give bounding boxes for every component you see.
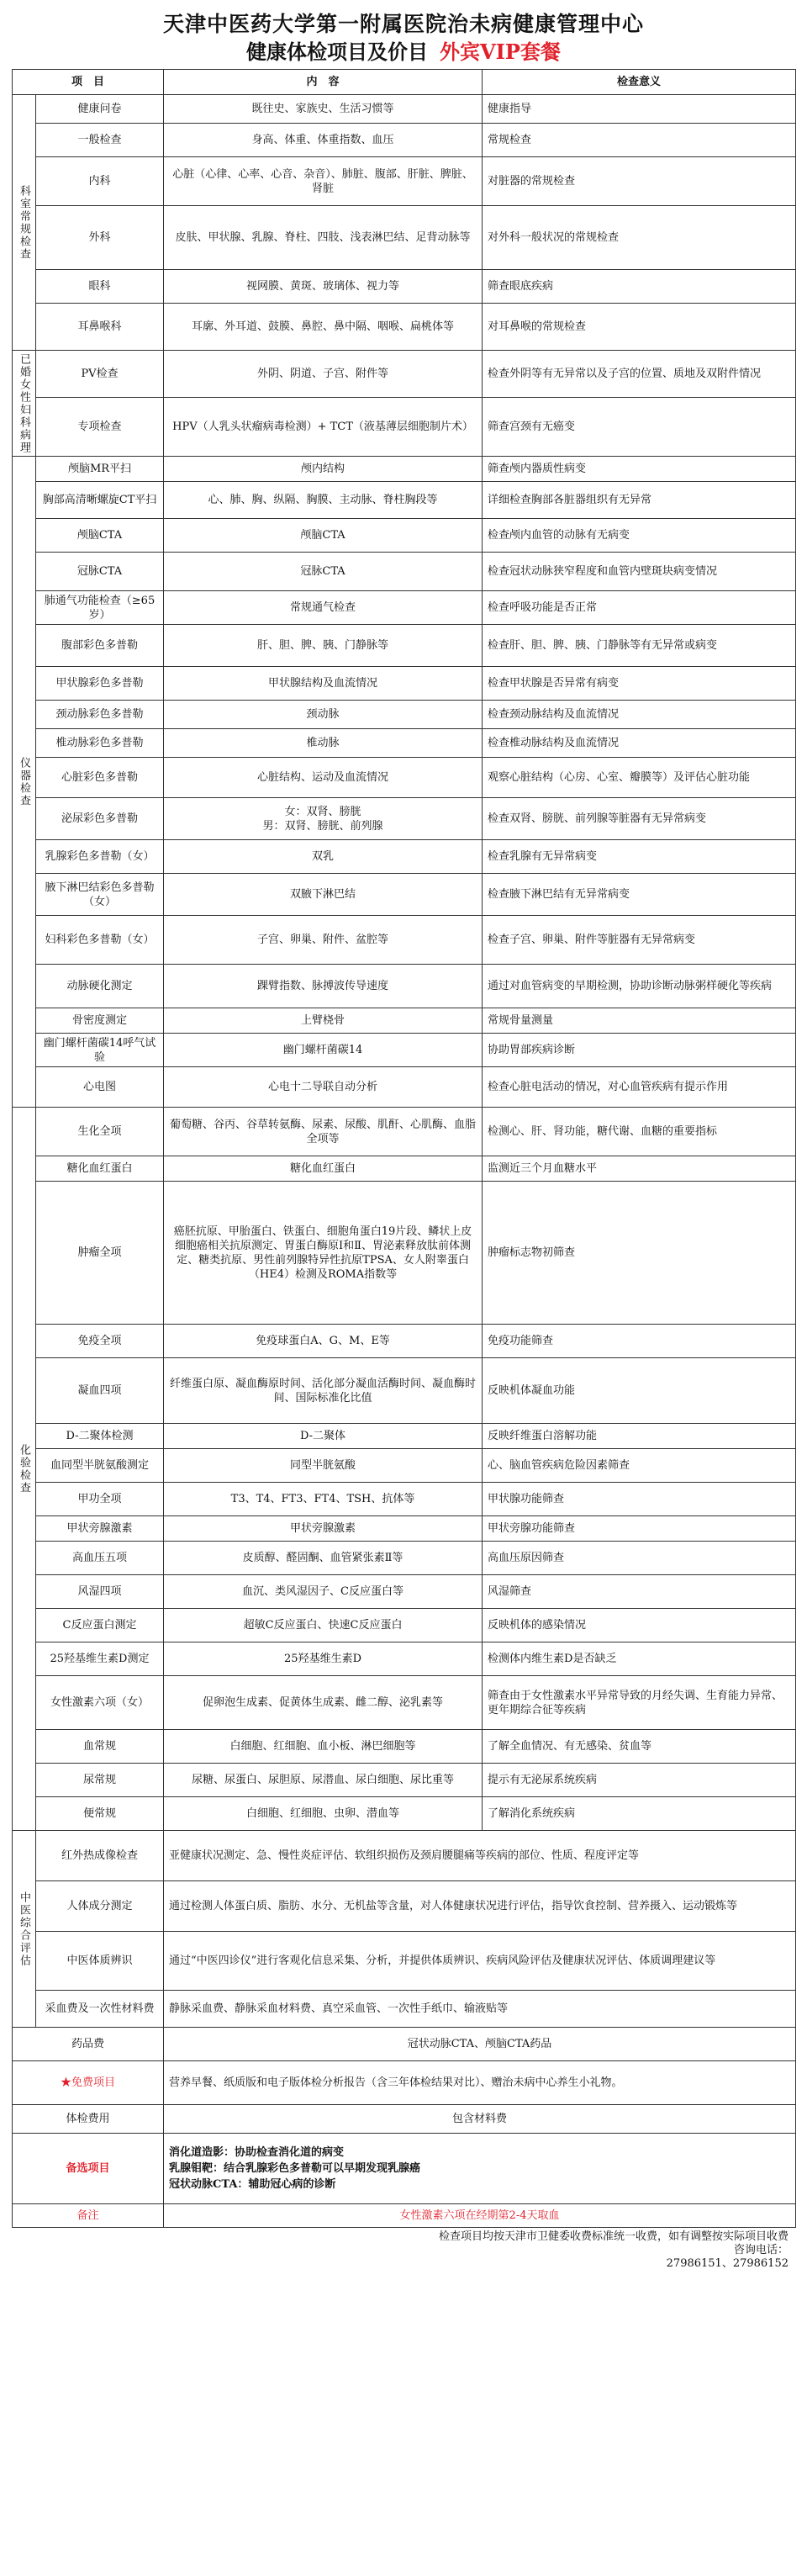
- drug-fee-row-label: 药品费: [13, 2028, 164, 2061]
- table-row: [13, 1424, 796, 1449]
- row-item: 腋下淋巴结彩色多普勒（女）: [36, 874, 164, 916]
- row-content: 甲状旁腺激素: [164, 1516, 483, 1542]
- row-meaning: 健康指导: [483, 95, 796, 124]
- row-meaning: 反映机体凝血功能: [483, 1358, 796, 1424]
- row-meaning: 检查颅内血管的动脉有无病变: [483, 519, 796, 553]
- category-label: 中医综合评估: [18, 1891, 30, 1967]
- service-fee-row-content: 包含材料费: [164, 2105, 796, 2134]
- row-item: 糖化血红蛋白: [36, 1156, 164, 1182]
- row-meaning: 检查肝、胆、脾、胰、门静脉等有无异常或病变: [483, 625, 796, 667]
- row-item: 人体成分测定: [36, 1881, 164, 1932]
- category-cell-lab: [13, 1108, 36, 1831]
- row-item: 颅脑MR平扫: [36, 457, 164, 482]
- row-content: 颅脑CTA: [164, 519, 483, 553]
- row-item: 心电图: [36, 1067, 164, 1108]
- row-meaning: 常规检查: [483, 124, 796, 157]
- table-row: [13, 1358, 796, 1424]
- row-meaning: 监测近三个月血糖水平: [483, 1156, 796, 1182]
- table-row: [13, 351, 796, 398]
- row-content: 椎动脉: [164, 729, 483, 758]
- table-row: [13, 1797, 796, 1831]
- row-content: 双腋下淋巴结: [164, 874, 483, 916]
- table-row: [13, 625, 796, 667]
- table-row: [13, 304, 796, 351]
- row-meaning: 检查子宫、卵巢、附件等脏器有无异常病变: [483, 916, 796, 965]
- row-item: 妇科彩色多普勒（女）: [36, 916, 164, 965]
- row-meaning: 筛查宫颈有无癌变: [483, 398, 796, 457]
- category-cell-gyn: [13, 351, 36, 457]
- row-item: 血常规: [36, 1730, 164, 1764]
- row-item: D-二聚体检测: [36, 1424, 164, 1449]
- row-item: 胸部高清晰螺旋CT平扫: [36, 482, 164, 519]
- drug-fee-row: [13, 2028, 796, 2061]
- price-table: [12, 69, 796, 2228]
- row-item: 一般检查: [36, 124, 164, 157]
- row-meaning: 高血压原因筛查: [483, 1542, 796, 1575]
- row-meaning: 了解消化系统疾病: [483, 1797, 796, 1831]
- row-meaning: 观察心脏结构（心房、心室、瓣膜等）及评估心脏功能: [483, 758, 796, 798]
- row-content: HPV（人乳头状瘤病毒检测）+ TCT（液基薄层细胞制片术）: [164, 398, 483, 457]
- row-meaning: 对耳鼻喉的常规检查: [483, 304, 796, 351]
- table-row: [13, 798, 796, 840]
- table-row: [13, 667, 796, 701]
- row-content: 心、肺、胸、纵隔、胸膜、主动脉、脊柱胸段等: [164, 482, 483, 519]
- row-content: 皮质醇、醛固酮、血管紧张素Ⅱ等: [164, 1542, 483, 1575]
- table-row: [13, 1483, 796, 1516]
- row-meaning: 了解全血情况、有无感染、贫血等: [483, 1730, 796, 1764]
- row-meaning: 检查心脏电活动的情况，对心血管疾病有提示作用: [483, 1067, 796, 1108]
- row-content: 颈动脉: [164, 701, 483, 729]
- row-meaning: 肿瘤标志物初筛查: [483, 1182, 796, 1325]
- star-icon: ★: [60, 2076, 71, 2089]
- row-content: 尿糖、尿蛋白、尿胆原、尿潜血、尿白细胞、尿比重等: [164, 1764, 483, 1797]
- row-meaning: 筛查眼底疾病: [483, 270, 796, 304]
- row-item: 高血压五项: [36, 1542, 164, 1575]
- row-item: 耳鼻喉科: [36, 304, 164, 351]
- table-row: [13, 874, 796, 916]
- row-item: 便常规: [36, 1797, 164, 1831]
- row-content: 通过“中医四诊仪”进行客观化信息采集、分析，并提供体质辨识、疾病风险评估及健康状况评估、体质调理建议等: [164, 1932, 796, 1991]
- table-row: [13, 591, 796, 625]
- row-content: 超敏C反应蛋白、快速C反应蛋白: [164, 1609, 483, 1642]
- row-content: 心电十二导联自动分析: [164, 1067, 483, 1108]
- row-item: 红外热成像检查: [36, 1831, 164, 1881]
- free-items-row: [13, 2061, 796, 2105]
- backup-item-line: 冠状动脉CTA：辅助冠心病的诊断: [169, 2178, 336, 2191]
- footer-phones: 27986151、27986152: [666, 2257, 789, 2270]
- table-row: [13, 1991, 796, 2028]
- backup-items-row-content: [164, 2134, 796, 2204]
- table-row: [13, 1034, 796, 1067]
- row-meaning: 免疫功能筛查: [483, 1325, 796, 1358]
- subtitle-main: 健康体检项目及价目: [246, 40, 429, 64]
- header-content: 内 容: [164, 70, 483, 95]
- table-row: [13, 965, 796, 1008]
- table-row: [13, 1542, 796, 1575]
- table-row: [13, 916, 796, 965]
- service-fee-row: [13, 2105, 796, 2134]
- free-items-row-label: [13, 2061, 164, 2105]
- row-content: 葡萄糖、谷丙、谷草转氨酶、尿素、尿酸、肌酐、心肌酶、血脂全项等: [164, 1108, 483, 1156]
- row-content: 视网膜、黄斑、玻璃体、视力等: [164, 270, 483, 304]
- row-content: 白细胞、红细胞、虫卵、潜血等: [164, 1797, 483, 1831]
- row-meaning: 甲状旁腺功能筛查: [483, 1516, 796, 1542]
- table-row: [13, 1449, 796, 1483]
- table-row: [13, 701, 796, 729]
- row-content: 踝臂指数、脉搏波传导速度: [164, 965, 483, 1008]
- category-cell-instrument: [13, 457, 36, 1108]
- row-item: 健康问卷: [36, 95, 164, 124]
- footer-notice: 检查项目均按天津市卫健委收费标准统一收费，如有调整按实际项目收费: [438, 2230, 789, 2243]
- header-meaning: 检查意义: [483, 70, 796, 95]
- row-content: 血沉、类风湿因子、C反应蛋白等: [164, 1575, 483, 1609]
- row-content: 通过检测人体蛋白质、脂肪、水分、无机盐等含量，对人体健康状况进行评估，指导饮食控制、营养摄入、运动锻炼等: [164, 1881, 796, 1932]
- row-item: 甲状旁腺激素: [36, 1516, 164, 1542]
- row-content: T3、T4、FT3、FT4、TSH、抗体等: [164, 1483, 483, 1516]
- free-items-row-content: 营养早餐、纸质版和电子版体检分析报告（含三年体检结果对比）、赠治未病中心养生小礼物。: [164, 2061, 796, 2105]
- row-meaning: 常规骨量测量: [483, 1008, 796, 1034]
- remark-row-label: 备注: [13, 2204, 164, 2228]
- row-meaning: 协助胃部疾病诊断: [483, 1034, 796, 1067]
- row-item: 甲功全项: [36, 1483, 164, 1516]
- row-meaning: 检测体内维生素D是否缺乏: [483, 1642, 796, 1676]
- row-item: 心脏彩色多普勒: [36, 758, 164, 798]
- table-row: [13, 457, 796, 482]
- row-item: 骨密度测定: [36, 1008, 164, 1034]
- row-content: 女：双肾、膀胱 男：双肾、膀胱、前列腺: [164, 798, 483, 840]
- table-row: [13, 1325, 796, 1358]
- footer: [12, 2228, 795, 2271]
- row-meaning: 检查外阴等有无异常以及子宫的位置、质地及双附件情况: [483, 351, 796, 398]
- row-meaning: 检查椎动脉结构及血流情况: [483, 729, 796, 758]
- table-row: [13, 95, 796, 124]
- row-item: 动脉硬化测定: [36, 965, 164, 1008]
- row-meaning: 甲状腺功能筛查: [483, 1483, 796, 1516]
- row-item: 中医体质辨识: [36, 1932, 164, 1991]
- free-items-label: 免费项目: [71, 2076, 116, 2089]
- row-content: 子宫、卵巢、附件、盆腔等: [164, 916, 483, 965]
- row-meaning: 提示有无泌尿系统疾病: [483, 1764, 796, 1797]
- row-content: 免疫球蛋白A、G、M、E等: [164, 1325, 483, 1358]
- table-row: [13, 1008, 796, 1034]
- table-row: [13, 1932, 796, 1991]
- table-row: [13, 270, 796, 304]
- table-row: [13, 1730, 796, 1764]
- row-content: 25羟基维生素D: [164, 1642, 483, 1676]
- row-item: 乳腺彩色多普勒（女）: [36, 840, 164, 874]
- row-item: 生化全项: [36, 1108, 164, 1156]
- table-row: [13, 1676, 796, 1730]
- row-content: 常规通气检查: [164, 591, 483, 625]
- remark-row: [13, 2204, 796, 2228]
- row-item: 外科: [36, 206, 164, 270]
- row-content: 冠脉CTA: [164, 553, 483, 591]
- row-content: 静脉采血费、静脉采血材料费、真空采血管、一次性手纸巾、输液贴等: [164, 1991, 796, 2028]
- table-row: [13, 206, 796, 270]
- row-meaning: 检查冠状动脉狭窄程度和血管内壁斑块病变情况: [483, 553, 796, 591]
- row-meaning: 检查腋下淋巴结有无异常病变: [483, 874, 796, 916]
- backup-item-line: 乳腺钼靶：结合乳腺彩色多普勒可以早期发现乳腺癌: [169, 2162, 421, 2175]
- backup-items-row: [13, 2134, 796, 2204]
- row-item: 幽门螺杆菌碳14呼气试验: [36, 1034, 164, 1067]
- row-content: 白细胞、红细胞、血小板、淋巴细胞等: [164, 1730, 483, 1764]
- row-content: 双乳: [164, 840, 483, 874]
- row-content: 糖化血红蛋白: [164, 1156, 483, 1182]
- row-item: 肿瘤全项: [36, 1182, 164, 1325]
- row-meaning: 心、脑血管疾病危险因素筛查: [483, 1449, 796, 1483]
- row-content: 癌胚抗原、甲胎蛋白、铁蛋白、细胞角蛋白19片段、鳞状上皮细胞癌相关抗原测定、胃蛋白酶原Ⅰ和Ⅱ、胃泌素释放肽前体测定、糖类抗原、男性前列腺特异性抗原TPSA、女人附睾蛋白（HE4）检测及ROMA指数等: [164, 1182, 483, 1325]
- table-row: [13, 1575, 796, 1609]
- table-row: [13, 729, 796, 758]
- row-meaning: 对外科一般状况的常规检查: [483, 206, 796, 270]
- table-row: [13, 1067, 796, 1108]
- row-content: D-二聚体: [164, 1424, 483, 1449]
- row-item: 风湿四项: [36, 1575, 164, 1609]
- header-item: 项 目: [13, 70, 164, 95]
- table-row: [13, 1881, 796, 1932]
- row-meaning: 对脏器的常规检查: [483, 157, 796, 206]
- footer-contact-label: 咨询电话：: [733, 2244, 789, 2256]
- row-content: 心脏（心律、心率、心音、杂音）、肺脏、腹部、肝脏、脾脏、肾脏: [164, 157, 483, 206]
- row-meaning: 检查呼吸功能是否正常: [483, 591, 796, 625]
- row-meaning: 检测心、肝、肾功能，糖代谢、血糖的重要指标: [483, 1108, 796, 1156]
- row-meaning: 检查颈动脉结构及血流情况: [483, 701, 796, 729]
- row-item: 椎动脉彩色多普勒: [36, 729, 164, 758]
- row-content: 皮肤、甲状腺、乳腺、脊柱、四肢、浅表淋巴结、足背动脉等: [164, 206, 483, 270]
- row-item: 冠脉CTA: [36, 553, 164, 591]
- row-content: 颅内结构: [164, 457, 483, 482]
- backup-items-row-label: 备选项目: [13, 2134, 164, 2204]
- row-item: C反应蛋白测定: [36, 1609, 164, 1642]
- row-item: 泌尿彩色多普勒: [36, 798, 164, 840]
- row-meaning: 详细检查胸部各脏器组织有无异常: [483, 482, 796, 519]
- row-meaning: 风湿筛查: [483, 1575, 796, 1609]
- row-content: 身高、体重、体重指数、血压: [164, 124, 483, 157]
- table-row: [13, 1831, 796, 1881]
- row-meaning: 检查乳腺有无异常病变: [483, 840, 796, 874]
- table-row: [13, 124, 796, 157]
- row-item: 血同型半胱氨酸测定: [36, 1449, 164, 1483]
- row-content: 同型半胱氨酸: [164, 1449, 483, 1483]
- table-row: [13, 398, 796, 457]
- row-item: 采血费及一次性材料费: [36, 1991, 164, 2028]
- category-label: 已婚女性妇科病理: [18, 352, 30, 454]
- table-row: [13, 758, 796, 798]
- table-row: [13, 1642, 796, 1676]
- table-row: [13, 1516, 796, 1542]
- table-row: [13, 553, 796, 591]
- row-content: 促卵泡生成素、促黄体生成素、雌二醇、泌乳素等: [164, 1676, 483, 1730]
- row-item: 专项检查: [36, 398, 164, 457]
- row-content: 纤维蛋白原、凝血酶原时间、活化部分凝血活酶时间、凝血酶时间、国际标准化比值: [164, 1358, 483, 1424]
- table-header-row: [13, 70, 796, 95]
- table-row: [13, 1108, 796, 1156]
- row-item: 尿常规: [36, 1764, 164, 1797]
- row-meaning: 反映纤维蛋白溶解功能: [483, 1424, 796, 1449]
- table-row: [13, 1764, 796, 1797]
- row-content: 肝、胆、脾、胰、门静脉等: [164, 625, 483, 667]
- drug-fee-row-content: 冠状动脉CTA、颅脑CTA药品: [164, 2028, 796, 2061]
- row-item: 颈动脉彩色多普勒: [36, 701, 164, 729]
- row-item: 肺通气功能检查（≥65岁）: [36, 591, 164, 625]
- row-content: 心脏结构、运动及血流情况: [164, 758, 483, 798]
- row-content: 耳廓、外耳道、鼓膜、鼻腔、鼻中隔、咽喉、扁桃体等: [164, 304, 483, 351]
- row-meaning: 筛查由于女性激素水平异常导致的月经失调、生育能力异常、更年期综合征等疾病: [483, 1676, 796, 1730]
- row-item: 免疫全项: [36, 1325, 164, 1358]
- row-content: 甲状腺结构及血流情况: [164, 667, 483, 701]
- subtitle-vip: 外宾VIP套餐: [440, 40, 561, 64]
- category-label: 化验检查: [18, 1443, 30, 1494]
- row-item: 腹部彩色多普勒: [36, 625, 164, 667]
- table-row: [13, 519, 796, 553]
- row-item: 内科: [36, 157, 164, 206]
- row-content: 既往史、家族史、生活习惯等: [164, 95, 483, 124]
- row-item: PV检查: [36, 351, 164, 398]
- row-meaning: 筛查颅内器质性病变: [483, 457, 796, 482]
- category-cell-routine: [13, 95, 36, 351]
- row-content: 幽门螺杆菌碳14: [164, 1034, 483, 1067]
- row-content: 上臂桡骨: [164, 1008, 483, 1034]
- document-subtitle: [12, 39, 795, 66]
- remark-row-content: 女性激素六项在经期第2-4天取血: [164, 2204, 796, 2228]
- row-content: 外阴、阴道、子宫、附件等: [164, 351, 483, 398]
- row-content: 亚健康状况测定、急、慢性炎症评估、软组织损伤及颈肩腰腿痛等疾病的部位、性质、程度评定等: [164, 1831, 796, 1881]
- table-row: [13, 157, 796, 206]
- row-meaning: 检查甲状腺是否异常有病变: [483, 667, 796, 701]
- category-label: 仪器检查: [18, 756, 30, 807]
- row-item: 女性激素六项（女）: [36, 1676, 164, 1730]
- row-item: 眼科: [36, 270, 164, 304]
- row-meaning: 反映机体的感染情况: [483, 1609, 796, 1642]
- document-title: 天津中医药大学第一附属医院治未病健康管理中心: [162, 12, 644, 36]
- category-label: 科室常规检查: [18, 184, 30, 261]
- row-item: 颅脑CTA: [36, 519, 164, 553]
- backup-item-line: 消化道造影：协助检查消化道的病变: [169, 2146, 345, 2159]
- table-row: [13, 1609, 796, 1642]
- category-cell-tcm: [13, 1831, 36, 2028]
- service-fee-row-label: 体检费用: [13, 2105, 164, 2134]
- row-meaning: 通过对血管病变的早期检测，协助诊断动脉粥样硬化等疾病: [483, 965, 796, 1008]
- table-row: [13, 840, 796, 874]
- table-row: [13, 482, 796, 519]
- table-row: [13, 1182, 796, 1325]
- row-meaning: 检查双肾、膀胱、前列腺等脏器有无异常病变: [483, 798, 796, 840]
- row-item: 凝血四项: [36, 1358, 164, 1424]
- row-item: 甲状腺彩色多普勒: [36, 667, 164, 701]
- row-item: 25羟基维生素D测定: [36, 1642, 164, 1676]
- table-row: [13, 1156, 796, 1182]
